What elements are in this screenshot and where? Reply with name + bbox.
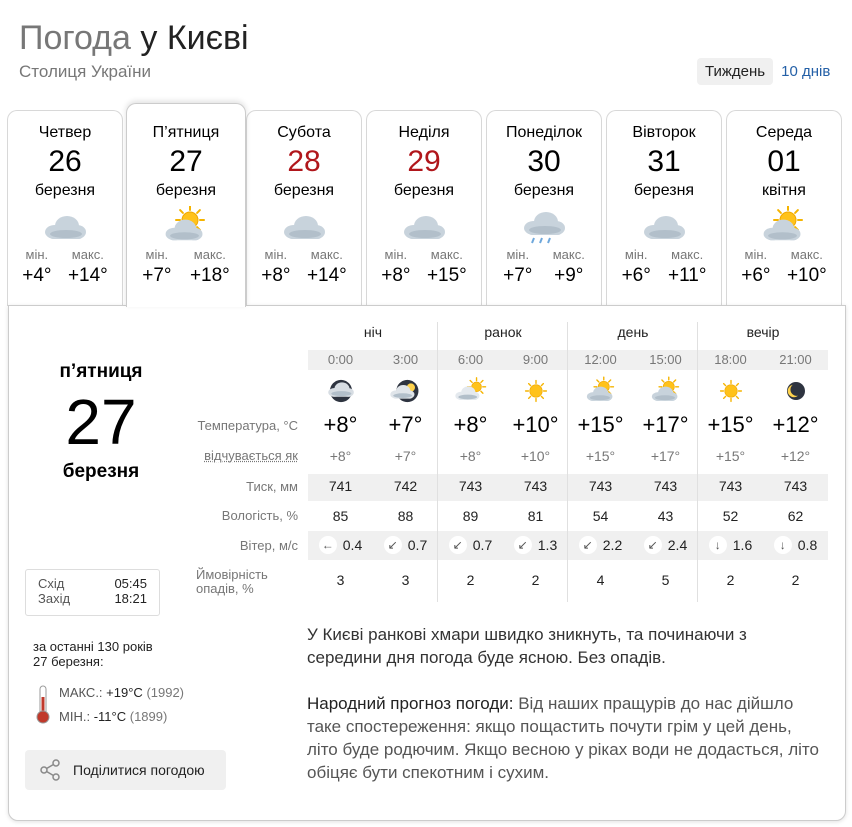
page-title [19,18,249,58]
wind-direction-icon: ↙ [644,536,662,554]
period-divider [437,322,438,602]
hour-header: 0:00 [327,352,354,367]
max-temp: +10° [786,265,827,286]
day-card-name: Субота [277,124,331,141]
history-min-year: (1899) [129,709,168,724]
history-line2: 27 березня: [33,654,104,669]
day-card-name: Вівторок [632,124,696,141]
folk-forecast-text: Від наших пращурів до нас дійшло таке спостереження: якщо пощастить почути грім у цей день, літо буде родючим. Якщо весною у ріках води не додасться, літо обіцяє бути спекотним і сухим. [307,694,819,782]
day-card-number: 30 [527,145,561,178]
day-card-27[interactable] [126,103,246,307]
max-temp: +14° [67,265,108,286]
min-temp: +7° [503,265,533,286]
pressure-cell: 741 [328,478,353,494]
sun-icon [698,376,763,411]
period-headers [308,324,828,348]
max-temp: +15° [426,265,467,286]
selected-day-number: 27 [65,386,137,458]
hour-headers [308,350,828,370]
wind-cell [438,536,503,554]
wind-cell [308,536,373,554]
cloud-icon [39,206,91,246]
night-cloud-icon [308,376,373,411]
humidity-cell: 89 [462,508,479,524]
selected-day-month: березня [62,461,140,482]
feels-cell: +8° [329,448,352,464]
wind-direction-icon: ↙ [449,536,467,554]
wind-speed: 0.8 [797,537,818,553]
day-card-number: 01 [767,145,801,178]
wind-speed: 1.6 [732,537,753,553]
share-button[interactable] [25,750,226,790]
history-caption [33,639,203,669]
moon-icon [763,376,828,411]
title-part1: Погода [19,19,131,57]
humidity-cell: 54 [592,508,609,524]
temperature-cell: +10° [512,412,559,437]
hour-header: 21:00 [779,352,812,367]
day-card-name: Четвер [38,124,92,141]
wind-cell [568,536,633,554]
precip-cell: 2 [466,572,475,588]
history-max-value: +19°C [106,685,143,700]
day-card-01[interactable] [726,110,842,306]
humidity-cell: 62 [787,508,804,524]
day-card-number: 27 [169,145,203,178]
humidity-row [308,508,828,524]
wind-speed: 0.7 [407,537,428,553]
cloud-icon [398,206,450,246]
sunrise-label: Схід [38,576,65,591]
precip-cell: 5 [661,572,670,588]
day-card-name: Неділя [398,124,450,141]
pressure-cell: 743 [458,478,483,494]
partly-sunny-icon [160,206,212,246]
min-temp: +7° [142,265,172,286]
partly-sunny-icon [568,376,633,411]
pressure-cell: 743 [523,478,548,494]
pressure-label: Тиск, мм [246,479,298,494]
selected-day-name: п’ятниця [59,361,143,382]
precip-cell: 2 [726,572,735,588]
humidity-cell: 85 [332,508,349,524]
pressure-cell: 743 [783,478,808,494]
tab-week[interactable]: Тиждень [697,58,773,85]
wind-speed: 0.4 [342,537,363,553]
day-card-month: березня [513,182,575,199]
precip-cell: 2 [791,572,800,588]
max-label: макс. [71,247,104,262]
humidity-cell: 88 [397,508,414,524]
hour-header: 18:00 [714,352,747,367]
temperature-cell: +17° [642,412,689,437]
day-card-name: Понеділок [505,124,583,141]
min-label: мін. [506,247,530,262]
feels-cell: +10° [520,448,551,464]
feels-cell: +15° [585,448,616,464]
wind-cell [503,536,568,554]
cloud-icon [638,206,690,246]
hour-header: 15:00 [649,352,682,367]
tab-10-days[interactable]: 10 днів [781,63,831,80]
max-temp: +18° [189,265,230,286]
day-card-31[interactable] [606,110,722,306]
wind-direction-icon: ↙ [579,536,597,554]
cloud-icon [278,206,330,246]
period-header: день [617,324,649,340]
day-card-month: квітня [762,182,806,199]
history-min-value: -11°C [93,709,127,724]
day-card-number: 29 [407,145,441,178]
day-card-name: П’ятниця [152,124,220,141]
sun-icon [503,376,568,411]
precip-cell: 4 [596,572,605,588]
temperature-cell: +15° [577,412,624,437]
history-min: МІН.: -11°C (1899) [59,709,168,724]
feels-cell: +15° [715,448,746,464]
temperature-cell: +15° [707,412,754,437]
history-records [35,681,184,729]
min-temp: +4° [22,265,52,286]
temperature-row [308,412,828,438]
max-label: макс. [430,247,463,262]
day-card-name: Середа [755,124,813,141]
title-city: у Києві [140,19,249,57]
max-label: макс. [790,247,823,262]
wind-direction-icon: ↓ [774,536,792,554]
min-label: мін. [25,247,49,262]
wind-speed: 2.2 [602,537,623,553]
temperature-cell: +7° [388,412,423,437]
share-label: Поділитися погодою [73,762,205,778]
wind-row [308,536,828,554]
min-label: мін. [384,247,408,262]
pressure-row [308,478,828,494]
share-icon [39,759,61,781]
temperature-cell: +8° [323,412,358,437]
min-label: мін. [145,247,169,262]
rain-cloud-icon [518,206,570,246]
wind-cell [698,536,763,554]
hour-header: 6:00 [457,352,484,367]
day-card-29[interactable] [366,110,482,306]
cloud-sun-icon [438,376,503,411]
wind-cell [633,536,698,554]
wind-cell [373,536,438,554]
pressure-cell: 743 [718,478,743,494]
min-label: мін. [744,247,768,262]
range-tabs [697,58,838,85]
day-card-month: березня [273,182,335,199]
period-divider [567,322,568,602]
max-label: макс. [671,247,704,262]
feels-cell: +17° [650,448,681,464]
wind-direction-icon: ↙ [514,536,532,554]
day-card-month: березня [155,182,217,199]
period-divider [697,322,698,602]
day-card-30[interactable] [486,110,602,306]
folk-forecast [307,692,827,784]
min-temp: +8° [261,265,291,286]
precip-row [308,572,828,588]
precip-cell: 2 [531,572,540,588]
weather-description: У Києві ранкові хмари швидко зникнуть, та починаючи з середини дня погода буде ясною. Без опадів. [307,625,747,667]
wind-cell [763,536,828,554]
folk-forecast-label: Народний прогноз погоди: [307,694,514,713]
day-card-number: 28 [287,145,321,178]
precip-cell: 3 [336,572,345,588]
min-temp: +6° [621,265,651,286]
day-detail-panel [8,305,846,821]
min-label: мін. [264,247,288,262]
hour-header: 3:00 [392,352,419,367]
thermometer-icon [35,685,51,725]
humidity-cell: 43 [657,508,674,524]
hour-header: 9:00 [522,352,549,367]
feels-like-label[interactable]: відчувається як [204,448,298,463]
hour-icons-row [308,376,828,411]
day-card-number: 26 [48,145,82,178]
day-card-26[interactable] [7,110,123,306]
precip-label: Ймовірність опадів, % [196,567,268,596]
wind-direction-icon: ↙ [384,536,402,554]
max-label: макс. [193,247,226,262]
day-card-month: березня [633,182,695,199]
feels-row [308,448,828,464]
humidity-cell: 52 [722,508,739,524]
humidity-cell: 81 [527,508,544,524]
feels-cell: +12° [780,448,811,464]
feels-cell: +7° [394,448,417,464]
max-temp: +11° [668,265,707,286]
period-header: ранок [484,324,522,340]
day-card-number: 31 [647,145,681,178]
wind-label: Вітер, м/с [239,538,298,553]
temperature-label: Температура, °С [197,418,298,433]
sunset-label: Захід [38,591,71,606]
partly-sunny-icon [633,376,698,411]
humidity-label: Вологість, % [221,508,298,523]
wind-direction-icon: ← [319,536,337,554]
history-max-year: (1992) [146,685,185,700]
sunrise-time: 05:45 [114,576,147,591]
hourly-table [9,306,847,606]
pressure-cell: 743 [653,478,678,494]
history-max: МАКС.: +19°C (1992) [59,685,185,700]
period-header: вечір [746,324,780,340]
hour-header: 12:00 [584,352,617,367]
period-header: ніч [363,324,383,340]
history-line1: за останні 130 років [33,639,153,654]
day-card-month: березня [34,182,96,199]
wind-speed: 0.7 [472,537,493,553]
pressure-cell: 743 [588,478,613,494]
pressure-cell: 742 [393,478,418,494]
day-card-month: березня [393,182,455,199]
max-temp: +9° [554,265,584,286]
feels-cell: +8° [459,448,482,464]
precip-cell: 3 [401,572,410,588]
wind-speed: 2.4 [667,537,688,553]
wind-direction-icon: ↓ [709,536,727,554]
sunset-time: 18:21 [114,591,147,606]
min-label: мін. [624,247,648,262]
max-temp: +14° [306,265,347,286]
temperature-cell: +12° [772,412,819,437]
min-temp: +8° [381,265,411,286]
min-temp: +6° [741,265,771,286]
max-label: макс. [552,247,585,262]
max-label: макс. [310,247,343,262]
partly-sunny-icon [758,206,810,246]
temperature-cell: +8° [453,412,488,437]
wind-speed: 1.3 [537,537,558,553]
night-partly-cloudy-icon [373,376,438,411]
day-card-28[interactable] [246,110,362,306]
page-subtitle: Столиця України [19,62,152,81]
